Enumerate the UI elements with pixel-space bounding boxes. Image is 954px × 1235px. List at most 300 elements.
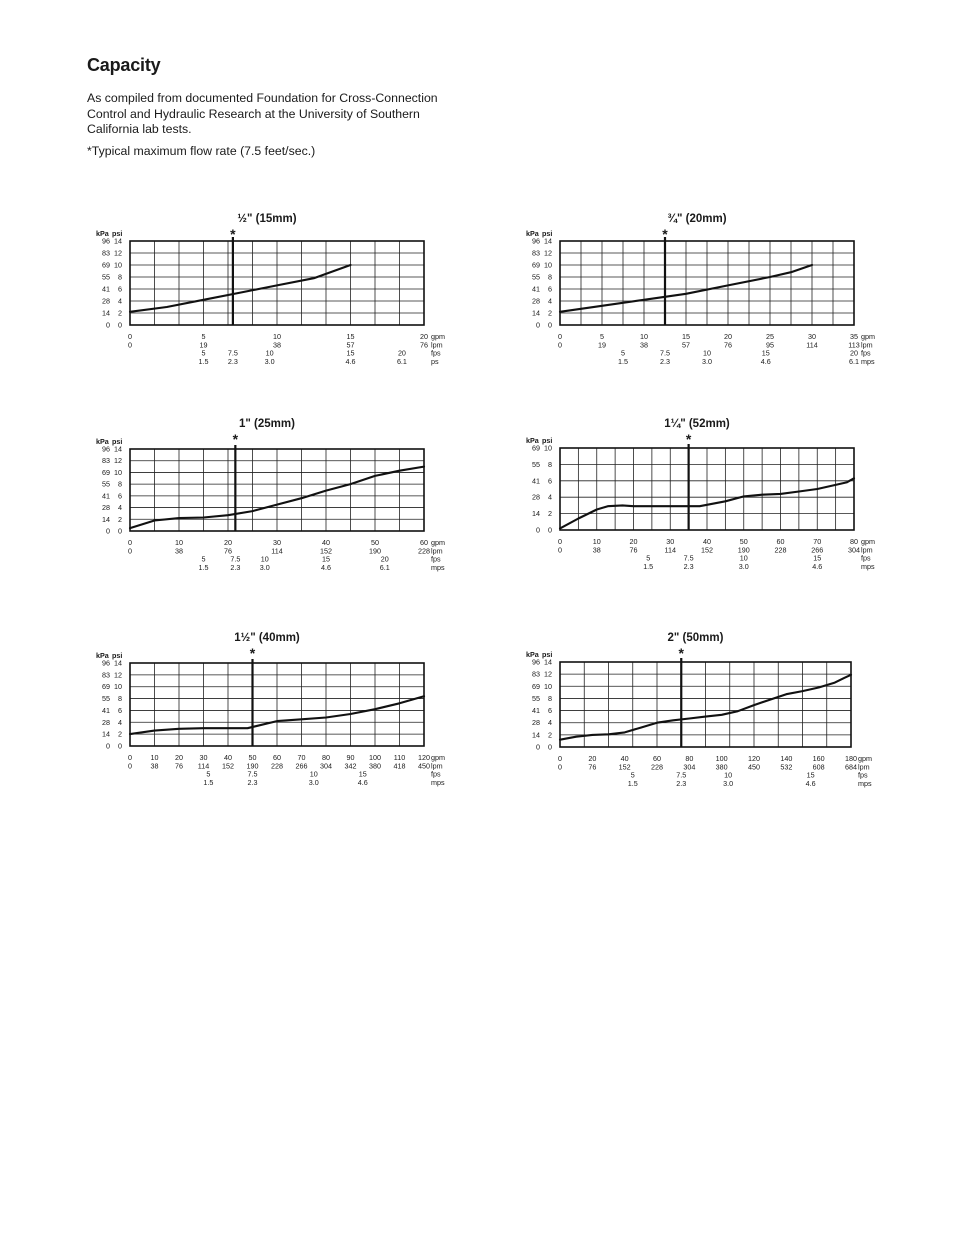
x-tick-label: 6.1 [849, 356, 859, 366]
x-tick-label: 2.3 [676, 778, 687, 788]
x-tick-label: 10 [175, 538, 183, 547]
x-tick-label: 342 [344, 761, 357, 771]
y-tick-kpa: 14 [532, 730, 540, 740]
x-tick-label: 19 [598, 340, 606, 350]
x-tick-label: 228 [651, 762, 663, 772]
x-tick-label: 80 [322, 753, 330, 762]
y-tick-psi: 0 [118, 320, 122, 330]
x-tick-label: 114 [197, 761, 210, 771]
x-tick-label: 0 [558, 537, 562, 546]
x-tick-label: 6.1 [396, 356, 407, 366]
y-tick-kpa: 28 [532, 492, 540, 502]
x-tick-label: 0 [558, 762, 562, 772]
x-tick-label: 0 [128, 332, 132, 341]
x-unit-mps: mps [861, 561, 875, 571]
x-tick-label: 50 [248, 753, 257, 762]
y-tick-psi: 4 [118, 717, 122, 727]
x-tick-label: 532 [780, 762, 793, 772]
chart-three-quarter-inch [515, 205, 895, 380]
x-tick-label: 95 [766, 340, 774, 350]
y-tick-kpa: 96 [532, 657, 540, 667]
x-tick-label: 20 [850, 348, 858, 358]
y-tick-kpa: 83 [532, 669, 540, 679]
y-tick-psi: 8 [548, 272, 552, 282]
x-unit-mps: mps [431, 777, 445, 787]
y-unit-psi: psi [112, 229, 123, 238]
y-tick-psi: 4 [548, 492, 552, 502]
y-tick-kpa: 83 [102, 456, 110, 466]
x-tick-label: 450 [418, 761, 430, 771]
chart-half-inch [85, 205, 455, 380]
y-unit-psi: psi [542, 650, 553, 659]
y-tick-kpa: 0 [536, 525, 540, 535]
x-tick-label: 38 [273, 340, 281, 350]
y-tick-kpa: 83 [102, 248, 110, 258]
x-tick-label: 304 [848, 545, 860, 555]
x-tick-label: 20 [175, 753, 183, 762]
x-tick-label: 1.5 [198, 562, 209, 572]
x-tick-label: 0 [128, 340, 132, 350]
x-tick-label: 15 [761, 348, 770, 358]
y-tick-psi: 6 [118, 705, 122, 715]
x-tick-label: 57 [682, 340, 690, 350]
x-tick-label: 35 [850, 332, 858, 341]
x-tick-label: 5 [600, 332, 604, 341]
x-tick-label: 266 [811, 545, 824, 555]
y-tick-kpa: 96 [102, 658, 110, 668]
x-tick-label: 3.0 [308, 777, 319, 787]
x-tick-label: 0 [558, 332, 562, 341]
y-tick-psi: 8 [548, 693, 552, 703]
x-tick-label: 76 [588, 762, 597, 772]
x-tick-label: 60 [776, 537, 785, 546]
x-tick-label: 1.5 [198, 356, 209, 366]
pressure-loss-curve [130, 265, 351, 312]
x-tick-label: 7.5 [676, 770, 687, 780]
x-tick-label: 0 [128, 538, 132, 547]
x-tick-label: 7.5 [247, 769, 258, 779]
x-tick-label: 190 [369, 546, 381, 556]
y-tick-psi: 6 [118, 284, 122, 294]
x-unit-lpm: lpm [858, 762, 870, 772]
x-tick-label: 15 [322, 554, 330, 564]
y-unit-kpa: kPa [526, 229, 539, 238]
y-tick-psi: 4 [118, 503, 122, 513]
x-unit-gpm: gpm [431, 332, 445, 341]
x-tick-label: 6.1 [379, 562, 390, 572]
x-unit-gpm: gpm [431, 753, 445, 762]
x-tick-label: 15 [346, 332, 355, 341]
y-tick-kpa: 14 [102, 308, 110, 318]
flow-rate-note: *Typical maximum flow rate (7.5 feet/sec.) [87, 144, 316, 158]
x-tick-label: 4.6 [812, 561, 823, 571]
y-tick-psi: 4 [118, 296, 122, 306]
x-tick-label: 15 [806, 770, 815, 780]
x-tick-label: 140 [780, 754, 793, 763]
x-tick-label: 25 [766, 332, 774, 341]
x-tick-label: 80 [850, 537, 858, 546]
y-tick-psi: 2 [118, 729, 122, 739]
max-flow-asterisk: * [678, 645, 684, 661]
x-tick-label: 57 [346, 340, 355, 350]
x-tick-label: 70 [297, 753, 306, 762]
max-flow-asterisk: * [662, 226, 668, 242]
y-tick-psi: 2 [548, 509, 552, 519]
y-tick-kpa: 83 [532, 248, 540, 258]
x-tick-label: 0 [558, 545, 562, 555]
y-tick-psi: 0 [118, 526, 122, 536]
max-flow-asterisk: * [249, 645, 256, 661]
x-tick-label: 38 [592, 545, 601, 555]
y-tick-kpa: 41 [102, 705, 110, 715]
x-unit-fps: fps [861, 553, 871, 563]
y-tick-psi: 12 [114, 248, 122, 258]
chart-one-half-inch [85, 624, 455, 799]
y-unit-psi: psi [542, 229, 553, 238]
y-tick-psi: 0 [118, 741, 122, 751]
x-tick-label: 0 [558, 754, 562, 763]
x-unit-ps: ps [431, 356, 439, 366]
y-tick-kpa: 0 [106, 741, 110, 751]
x-unit-mps: mps [431, 562, 445, 572]
x-tick-label: 4.6 [321, 562, 331, 572]
x-tick-label: 60 [653, 754, 661, 763]
y-tick-kpa: 28 [532, 296, 540, 306]
x-tick-label: 4.6 [760, 356, 771, 366]
x-tick-label: 0 [128, 761, 132, 771]
y-tick-psi: 2 [548, 308, 552, 318]
y-tick-psi: 2 [548, 730, 552, 740]
y-tick-kpa: 0 [536, 742, 540, 752]
y-tick-kpa: 41 [532, 706, 540, 716]
y-tick-psi: 10 [114, 682, 122, 692]
y-tick-kpa: 55 [102, 479, 110, 489]
x-tick-label: 0 [128, 753, 132, 762]
x-tick-label: 1.5 [643, 561, 654, 571]
y-tick-psi: 14 [544, 236, 552, 246]
x-tick-label: 5 [621, 348, 625, 358]
y-unit-kpa: kPa [96, 437, 109, 446]
x-tick-label: 2.3 [230, 562, 241, 572]
y-tick-psi: 6 [548, 284, 552, 294]
x-tick-label: 90 [346, 753, 355, 762]
x-tick-label: 15 [346, 348, 355, 358]
y-tick-psi: 6 [548, 476, 552, 486]
intro-paragraph: As compiled from documented Foundation for Cross-Connection Control and Hydraulic Research at the University of Southern California lab tests. [87, 91, 438, 136]
x-tick-label: 19 [199, 340, 208, 350]
max-flow-asterisk: * [685, 431, 692, 447]
x-tick-label: 5 [646, 553, 651, 563]
x-tick-label: 3.0 [259, 562, 270, 572]
x-tick-label: 20 [380, 554, 389, 564]
x-tick-label: 110 [393, 753, 406, 762]
x-tick-label: 152 [222, 761, 234, 771]
x-tick-label: 50 [371, 538, 379, 547]
y-tick-psi: 14 [114, 444, 122, 454]
x-tick-label: 7.5 [683, 553, 694, 563]
y-tick-psi: 4 [548, 296, 552, 306]
y-unit-psi: psi [112, 651, 123, 660]
x-tick-label: 2.3 [247, 777, 258, 787]
y-tick-kpa: 55 [102, 694, 110, 704]
x-tick-label: 10 [703, 348, 711, 358]
y-tick-psi: 2 [118, 514, 122, 524]
x-tick-label: 160 [812, 754, 825, 763]
y-tick-psi: 0 [548, 525, 552, 535]
y-tick-kpa: 69 [532, 681, 540, 691]
x-tick-label: 0 [128, 546, 132, 556]
x-unit-fps: fps [861, 348, 871, 358]
x-tick-label: 2.3 [683, 561, 694, 571]
x-tick-label: 7.5 [230, 554, 241, 564]
y-tick-kpa: 41 [532, 284, 540, 294]
x-tick-label: 228 [271, 761, 283, 771]
chart-title: ¾" (20mm) [667, 213, 727, 225]
y-tick-kpa: 69 [532, 443, 540, 453]
x-tick-label: 38 [175, 546, 183, 556]
y-tick-psi: 14 [114, 658, 122, 668]
y-tick-kpa: 69 [102, 682, 110, 692]
x-tick-label: 1.5 [203, 777, 214, 787]
chart-title: 1½" (40mm) [234, 632, 300, 644]
y-tick-psi: 8 [548, 459, 552, 469]
x-tick-label: 304 [320, 761, 332, 771]
x-tick-label: 10 [260, 554, 269, 564]
x-tick-label: 4.6 [357, 777, 368, 787]
x-tick-label: 30 [666, 537, 675, 546]
x-tick-label: 10 [150, 753, 159, 762]
x-tick-label: 15 [358, 769, 367, 779]
x-tick-label: 5 [201, 348, 206, 358]
y-tick-kpa: 69 [102, 260, 110, 270]
y-tick-kpa: 69 [532, 260, 540, 270]
x-tick-label: 304 [683, 762, 696, 772]
x-tick-label: 30 [199, 753, 208, 762]
y-tick-kpa: 41 [532, 476, 540, 486]
y-tick-kpa: 83 [102, 670, 110, 680]
chart-one-quarter-inch [515, 410, 895, 585]
x-tick-label: 5 [630, 770, 635, 780]
y-tick-kpa: 14 [532, 308, 540, 318]
x-unit-lpm: lpm [861, 545, 873, 555]
y-tick-psi: 10 [114, 467, 122, 477]
max-flow-asterisk: * [230, 226, 236, 242]
x-tick-label: 4.6 [345, 356, 356, 366]
y-tick-psi: 10 [114, 260, 122, 270]
y-tick-kpa: 96 [532, 236, 540, 246]
y-tick-psi: 10 [544, 681, 552, 691]
x-tick-label: 1.5 [627, 778, 638, 788]
max-flow-asterisk: * [232, 431, 239, 447]
x-tick-label: 4.6 [805, 778, 816, 788]
y-tick-kpa: 41 [102, 491, 110, 501]
x-unit-fps: fps [858, 770, 868, 780]
y-unit-kpa: kPa [96, 229, 109, 238]
x-tick-label: 3.0 [738, 561, 749, 571]
y-tick-kpa: 96 [102, 444, 110, 454]
x-tick-label: 228 [774, 545, 787, 555]
x-tick-label: 228 [418, 546, 430, 556]
x-tick-label: 5 [201, 332, 206, 341]
x-tick-label: 10 [739, 553, 748, 563]
x-unit-mps: mps [858, 778, 872, 788]
y-tick-kpa: 69 [102, 467, 110, 477]
x-tick-label: 20 [420, 332, 428, 341]
x-tick-label: 40 [703, 537, 711, 546]
chart-title: 1¼" (52mm) [664, 418, 730, 430]
x-tick-label: 114 [806, 340, 818, 350]
chart-title: ½" (15mm) [237, 213, 297, 225]
x-tick-label: 684 [845, 762, 857, 772]
x-unit-fps: fps [431, 554, 441, 564]
x-tick-label: 450 [748, 762, 760, 772]
x-tick-label: 2.3 [660, 356, 670, 366]
x-tick-label: 10 [265, 348, 274, 358]
x-unit-fps: fps [431, 348, 441, 358]
chart-title: 1" (25mm) [239, 418, 295, 430]
x-tick-label: 60 [273, 753, 281, 762]
y-tick-kpa: 55 [532, 693, 540, 703]
x-tick-label: 38 [640, 340, 648, 350]
x-tick-label: 15 [682, 332, 690, 341]
x-tick-label: 7.5 [227, 348, 238, 358]
y-tick-psi: 12 [544, 248, 552, 258]
x-tick-label: 114 [664, 545, 676, 555]
x-tick-label: 2.3 [227, 356, 238, 366]
y-tick-kpa: 0 [536, 320, 540, 330]
y-tick-kpa: 28 [102, 717, 110, 727]
y-tick-psi: 10 [544, 443, 552, 453]
y-tick-psi: 6 [118, 491, 122, 501]
x-tick-label: 20 [588, 754, 597, 763]
y-tick-psi: 4 [548, 718, 552, 728]
x-tick-label: 76 [175, 761, 183, 771]
y-tick-psi: 14 [544, 657, 552, 667]
y-tick-kpa: 14 [102, 514, 110, 524]
x-tick-label: 0 [558, 340, 562, 350]
x-tick-label: 38 [150, 761, 159, 771]
x-tick-label: 113 [848, 340, 860, 350]
x-tick-label: 120 [418, 753, 430, 762]
x-tick-label: 20 [629, 537, 638, 546]
chart-two-inch [515, 624, 895, 799]
x-tick-label: 20 [397, 348, 406, 358]
x-tick-label: 10 [724, 770, 733, 780]
x-tick-label: 608 [812, 762, 825, 772]
x-tick-label: 180 [845, 754, 857, 763]
page-title: Capacity [87, 55, 161, 75]
x-tick-label: 190 [737, 545, 750, 555]
y-tick-psi: 0 [548, 320, 552, 330]
x-tick-label: 20 [224, 538, 232, 547]
y-unit-kpa: kPa [526, 436, 539, 445]
y-tick-kpa: 55 [532, 459, 540, 469]
y-tick-psi: 12 [114, 670, 122, 680]
x-tick-label: 76 [420, 340, 428, 350]
y-tick-kpa: 28 [102, 296, 110, 306]
y-tick-psi: 12 [544, 669, 552, 679]
x-tick-label: 380 [369, 761, 381, 771]
y-tick-kpa: 55 [532, 272, 540, 282]
x-tick-label: 76 [629, 545, 638, 555]
x-tick-label: 15 [813, 553, 822, 563]
y-tick-psi: 8 [118, 694, 122, 704]
x-tick-label: 190 [246, 761, 259, 771]
x-unit-lpm: lpm [431, 546, 443, 556]
x-tick-label: 418 [393, 761, 406, 771]
x-tick-label: 120 [748, 754, 760, 763]
x-unit-gpm: gpm [861, 332, 875, 341]
y-tick-kpa: 28 [532, 718, 540, 728]
x-unit-gpm: gpm [431, 538, 445, 547]
y-tick-psi: 14 [114, 236, 122, 246]
x-tick-label: 3.0 [702, 356, 712, 366]
x-tick-label: 100 [715, 754, 728, 763]
x-tick-label: 50 [739, 537, 748, 546]
x-tick-label: 10 [273, 332, 281, 341]
x-tick-label: 266 [295, 761, 308, 771]
y-tick-psi: 12 [114, 456, 122, 466]
x-tick-label: 100 [369, 753, 381, 762]
chart-one-inch [85, 410, 455, 585]
x-tick-label: 20 [724, 332, 732, 341]
x-tick-label: 380 [715, 762, 728, 772]
y-tick-psi: 6 [548, 706, 552, 716]
x-unit-lpm: lpm [861, 340, 873, 350]
y-tick-psi: 10 [544, 260, 552, 270]
y-tick-kpa: 28 [102, 503, 110, 513]
chart-title: 2" (50mm) [667, 632, 724, 644]
x-tick-label: 70 [813, 537, 822, 546]
x-tick-label: 7.5 [660, 348, 670, 358]
x-unit-fps: fps [431, 769, 441, 779]
x-tick-label: 114 [271, 546, 283, 556]
y-tick-psi: 2 [118, 308, 122, 318]
x-tick-label: 60 [420, 538, 428, 547]
x-tick-label: 152 [701, 545, 713, 555]
y-tick-psi: 0 [548, 742, 552, 752]
y-tick-kpa: 55 [102, 272, 110, 282]
x-tick-label: 30 [273, 538, 281, 547]
x-tick-label: 1.5 [618, 356, 628, 366]
x-tick-label: 152 [618, 762, 631, 772]
x-tick-label: 5 [201, 554, 206, 564]
x-tick-label: 10 [309, 769, 318, 779]
y-unit-kpa: kPa [96, 651, 109, 660]
x-tick-label: 40 [620, 754, 629, 763]
x-tick-label: 30 [808, 332, 816, 341]
x-unit-mps: mps [861, 356, 875, 366]
y-tick-kpa: 14 [102, 729, 110, 739]
x-tick-label: 10 [640, 332, 648, 341]
x-tick-label: 152 [320, 546, 332, 556]
y-unit-psi: psi [542, 436, 553, 445]
y-tick-psi: 8 [118, 272, 122, 282]
x-tick-label: 10 [592, 537, 601, 546]
x-tick-label: 40 [322, 538, 330, 547]
x-tick-label: 3.0 [723, 778, 734, 788]
y-tick-kpa: 0 [106, 320, 110, 330]
y-tick-kpa: 96 [102, 236, 110, 246]
y-unit-kpa: kPa [526, 650, 539, 659]
x-tick-label: 80 [685, 754, 694, 763]
x-unit-gpm: gpm [858, 754, 872, 763]
y-tick-psi: 8 [118, 479, 122, 489]
x-unit-gpm: gpm [861, 537, 875, 546]
x-tick-label: 5 [206, 769, 211, 779]
x-tick-label: 40 [224, 753, 232, 762]
x-unit-lpm: lpm [431, 761, 443, 771]
